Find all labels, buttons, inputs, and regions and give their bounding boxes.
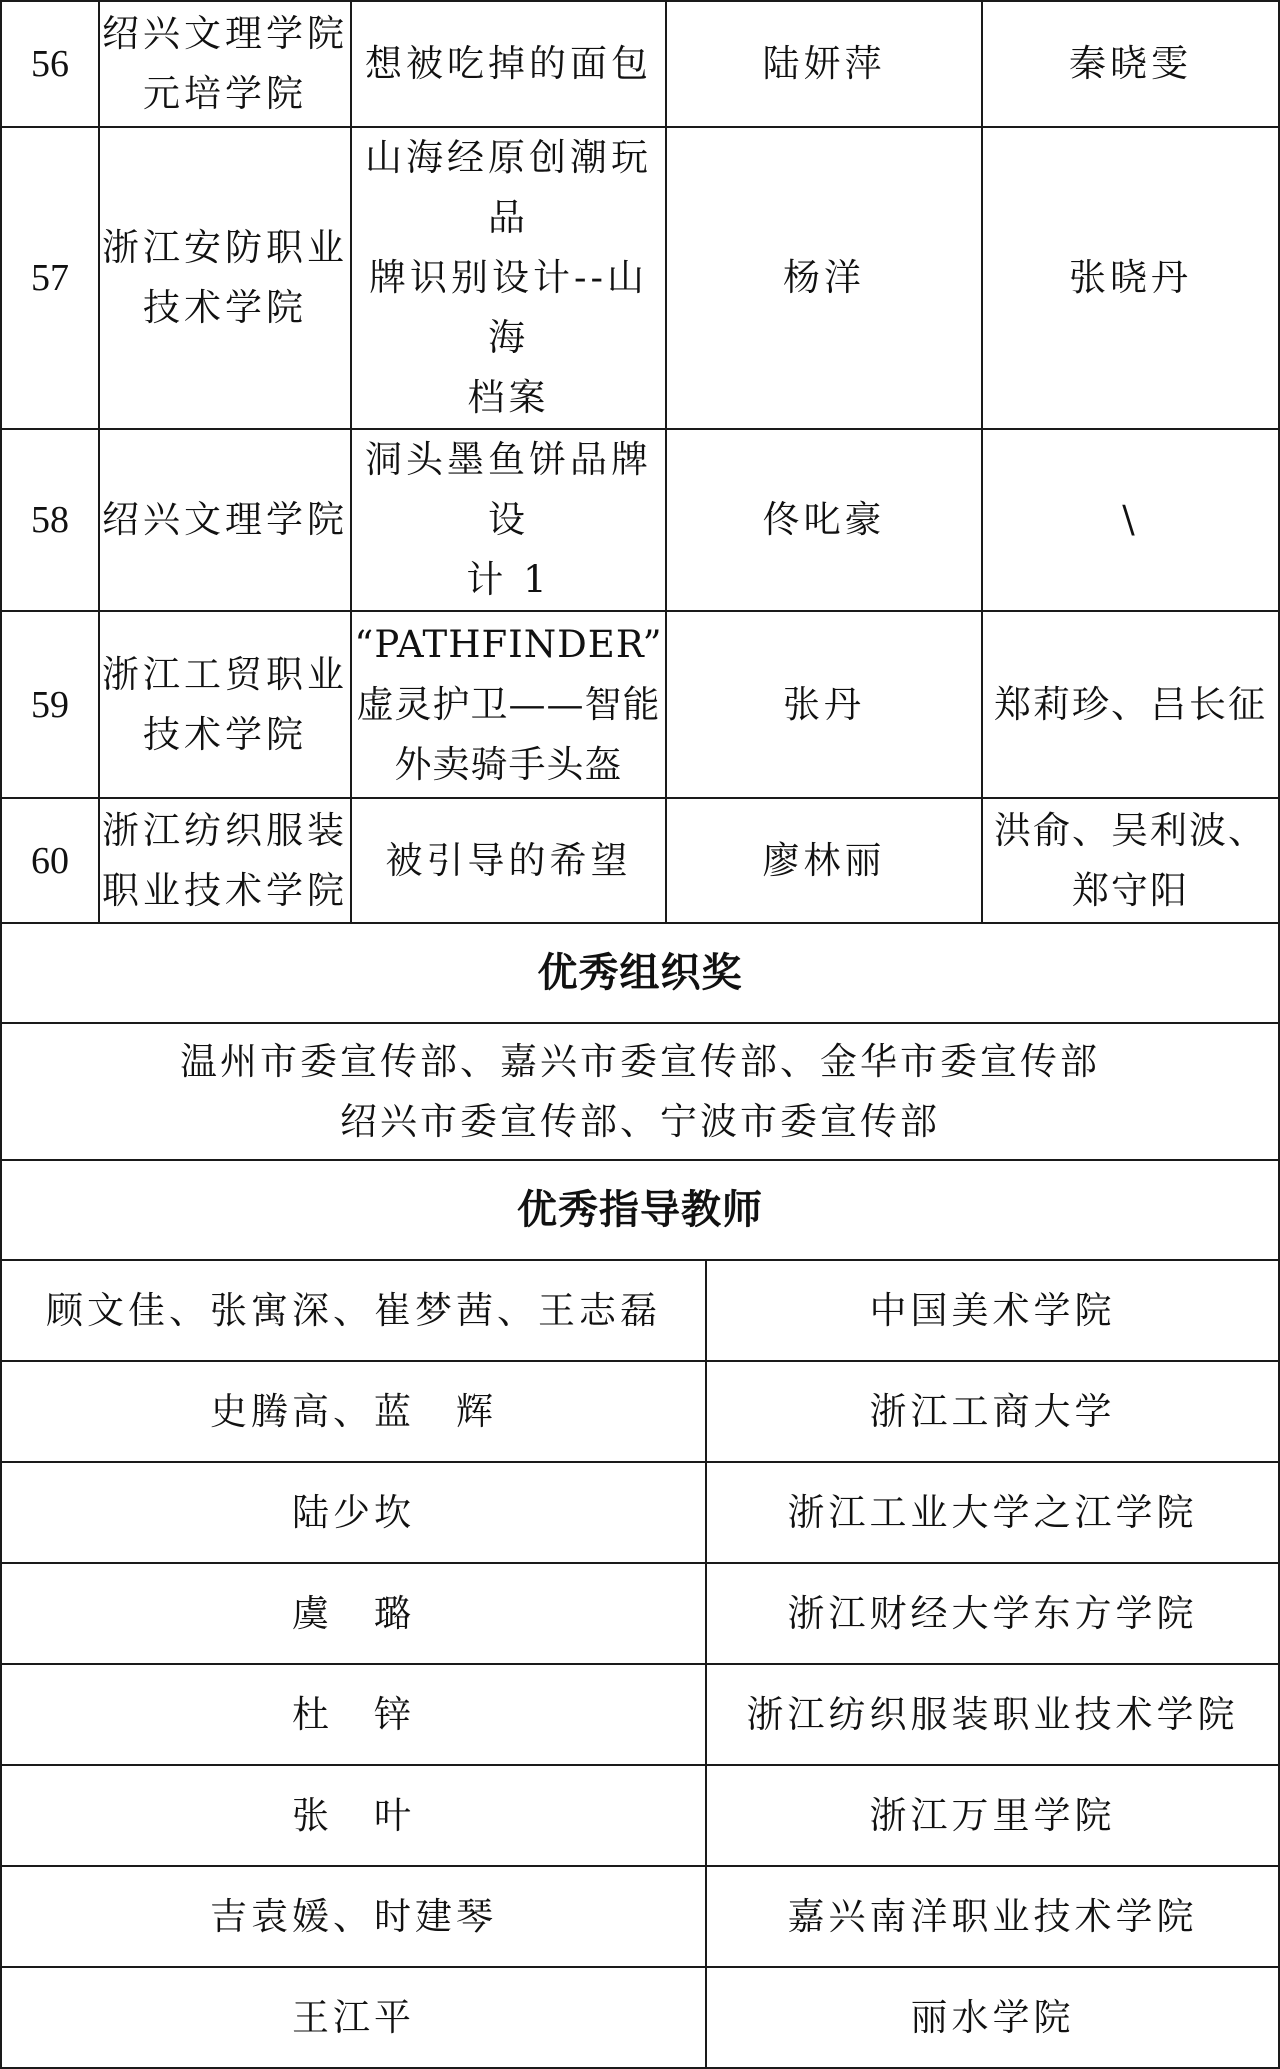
row-number: 58 [1, 429, 99, 611]
teacher-cell: 秦晓雯 [982, 1, 1279, 127]
teacher-school: 丽水学院 [706, 1967, 1279, 2068]
teacher-names: 张 叶 [1, 1765, 706, 1866]
school-cell: 绍兴文理学院 元培学院 [99, 1, 351, 127]
work-title-cell: 被引导的希望 [351, 798, 666, 923]
school-cell: 浙江工贸职业 技术学院 [99, 611, 351, 798]
author-cell: 杨洋 [666, 127, 982, 429]
teacher-award-title: 优秀指导教师 [1, 1160, 1279, 1260]
teacher-names: 顾文佳、张寓深、崔梦茜、王志磊 [1, 1260, 706, 1361]
teacher-cell: 郑莉珍、吕长征 [982, 611, 1279, 798]
teacher-school: 浙江工业大学之江学院 [706, 1462, 1279, 1563]
row-number: 60 [1, 798, 99, 923]
work-title-cell: 洞头墨鱼饼品牌设 计 1 [351, 429, 666, 611]
row-number: 57 [1, 127, 99, 429]
table-row [1, 798, 1279, 923]
table-row [1, 1, 1279, 127]
org-award-row [1, 1023, 1279, 1160]
table-row [1, 127, 1279, 429]
school-cell: 浙江安防职业 技术学院 [99, 127, 351, 429]
table-row [1, 1866, 1279, 1967]
table-row [1, 1765, 1279, 1866]
table-row [1, 611, 1279, 798]
work-title-cell: “PATHFINDER” 虚灵护卫——智能 外卖骑手头盔 [351, 611, 666, 798]
teacher-names: 虞 璐 [1, 1563, 706, 1664]
org-award-list: 温州市委宣传部、嘉兴市委宣传部、金华市委宣传部 绍兴市委宣传部、宁波市委宣传部 [1, 1023, 1279, 1160]
school-cell: 绍兴文理学院 [99, 429, 351, 611]
table-row [1, 1361, 1279, 1462]
awards-table [0, 922, 1280, 2069]
school-cell: 浙江纺织服装 职业技术学院 [99, 798, 351, 923]
author-cell: 张丹 [666, 611, 982, 798]
teacher-school: 浙江万里学院 [706, 1765, 1279, 1866]
teacher-school: 浙江财经大学东方学院 [706, 1563, 1279, 1664]
section-heading-row [1, 923, 1279, 1023]
teacher-names: 杜 锌 [1, 1664, 706, 1765]
table-row [1, 1462, 1279, 1563]
teacher-names: 吉袁媛、时建琴 [1, 1866, 706, 1967]
work-title-cell: 山海经原创潮玩品 牌识别设计--山海 档案 [351, 127, 666, 429]
author-cell: 廖林丽 [666, 798, 982, 923]
teacher-school: 中国美术学院 [706, 1260, 1279, 1361]
teacher-cell: \ [982, 429, 1279, 611]
teacher-school: 浙江纺织服装职业技术学院 [706, 1664, 1279, 1765]
row-number: 56 [1, 1, 99, 127]
section-heading-row [1, 1160, 1279, 1260]
table-row [1, 429, 1279, 611]
work-title-cell: 想被吃掉的面包 [351, 1, 666, 127]
teacher-cell: 洪俞、吴利波、 郑守阳 [982, 798, 1279, 923]
org-award-title: 优秀组织奖 [1, 923, 1279, 1023]
teacher-names: 陆少坎 [1, 1462, 706, 1563]
author-cell: 佟叱豪 [666, 429, 982, 611]
table-row [1, 1664, 1279, 1765]
teacher-cell: 张晓丹 [982, 127, 1279, 429]
winners-table [0, 0, 1280, 924]
table-row [1, 1967, 1279, 2068]
teacher-school: 嘉兴南洋职业技术学院 [706, 1866, 1279, 1967]
table-row [1, 1563, 1279, 1664]
teacher-names: 王江平 [1, 1967, 706, 2068]
teacher-school: 浙江工商大学 [706, 1361, 1279, 1462]
teacher-names: 史腾高、蓝 辉 [1, 1361, 706, 1462]
author-cell: 陆妍萍 [666, 1, 982, 127]
row-number: 59 [1, 611, 99, 798]
table-row [1, 1260, 1279, 1361]
